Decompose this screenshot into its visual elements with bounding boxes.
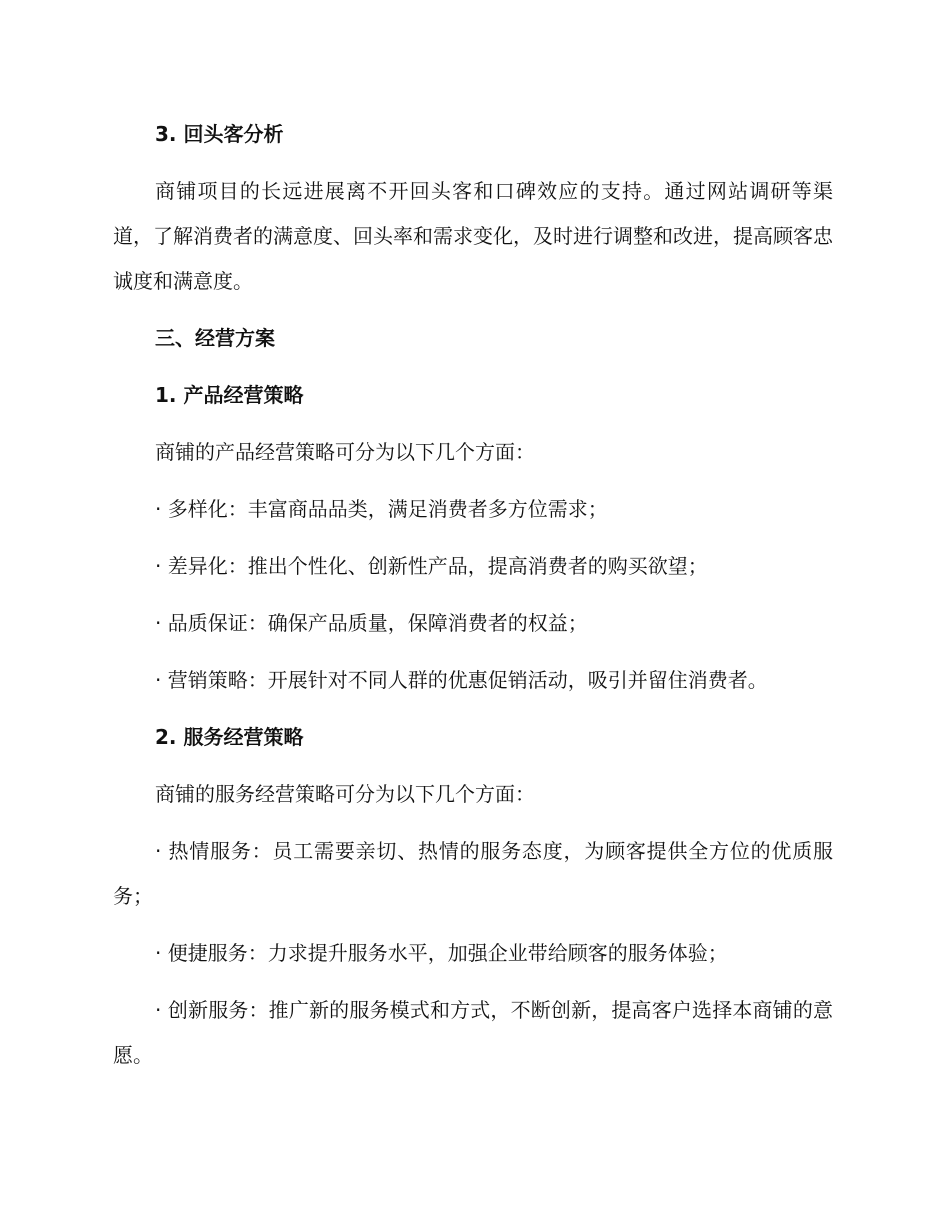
paragraph-service-intro: 商铺的服务经营策略可分为以下几个方面： — [155, 782, 535, 806]
document-content — [113, 112, 833, 1090]
section-heading-product-strategy: 1. 产品经营策略 — [155, 383, 304, 407]
paragraph-returning-customers: 商铺项目的长远进展离不开回头客和口碑效应的支持。通过网站调研等渠道，了解消费者的满意度、回头率和需求变化，及时进行调整和改进，提高顾客忠诚度和满意度。 — [113, 179, 833, 293]
list-item-marketing: · 营销策略：开展针对不同人群的优惠促销活动，吸引并留住消费者。 — [155, 668, 768, 692]
paragraph-product-intro: 商铺的产品经营策略可分为以下几个方面： — [155, 440, 535, 464]
section-heading-service-strategy: 2. 服务经营策略 — [155, 725, 304, 749]
list-item-quality: · 品质保证：确保产品质量，保障消费者的权益； — [155, 611, 588, 635]
list-item-innovative-service: · 创新服务：推广新的服务模式和方式，不断创新，提高客户选择本商铺的意愿。 — [113, 998, 833, 1067]
list-item-warm-service: · 热情服务：员工需要亲切、热情的服务态度，为顾客提供全方位的优质服务； — [113, 839, 833, 908]
part-heading-business-plan: 三、经营方案 — [155, 326, 275, 350]
list-item-differentiation: · 差异化：推出个性化、创新性产品，提高消费者的购买欲望； — [155, 554, 708, 578]
list-item-convenient-service: · 便捷服务：力求提升服务水平，加强企业带给顾客的服务体验； — [155, 941, 728, 965]
list-item-diversification: · 多样化：丰富商品品类，满足消费者多方位需求； — [155, 497, 608, 521]
section-heading-returning-customers: 3. 回头客分析 — [155, 122, 284, 146]
